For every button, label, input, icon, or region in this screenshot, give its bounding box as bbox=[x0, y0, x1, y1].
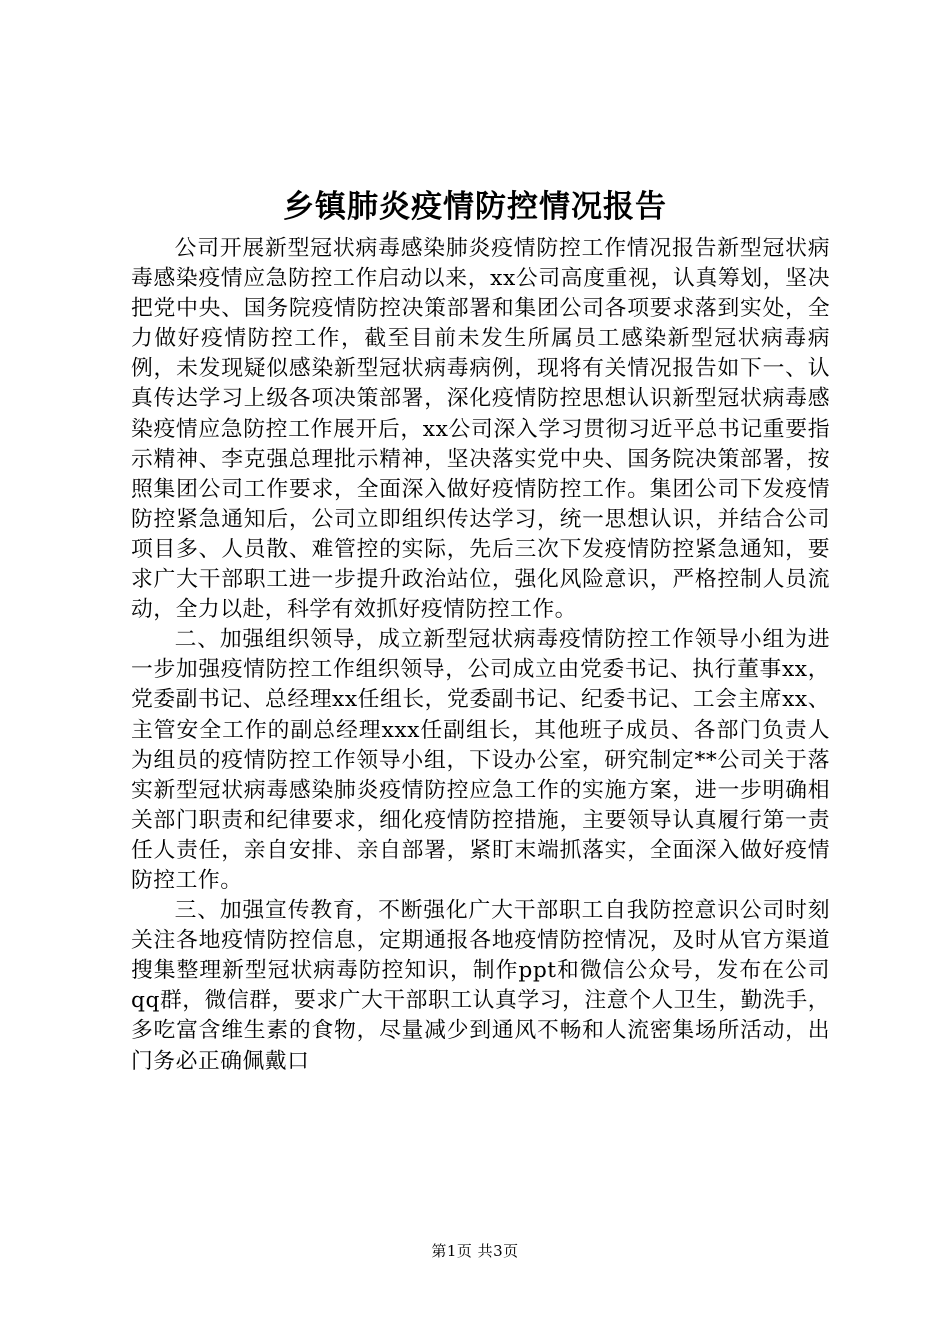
page-number-footer: 第1页 共3页 bbox=[431, 1242, 519, 1260]
document-title: 乡镇肺炎疫情防控情况报告 bbox=[283, 189, 667, 225]
paragraph-2: 二、加强组织领导，成立新型冠状病毒疫情防控工作领导小组为进一步加强疫情防控工作组织领导，公司成立由党委书记、执行董事xx，党委副书记、总经理xx任组长，党委副书记、纪委书记、工会主席xx、主管安全工作的副总经理xxx任副组长，其他班子成员、各部门负责人为组员的疫情防控工作领导小组，下设办公室，研究制定**公司关于落实新型冠状病毒感染肺炎疫情防控应急工作的实施方案，进一步明确相关部门职责和纪律要求，细化疫情防控措施，主要领导认真履行第一责任人责任，亲自安排、亲自部署，紧盯末端抓落实，全面深入做好疫情防控工作。 bbox=[131, 627, 830, 893]
paragraph-3: 三、加强宣传教育，不断强化广大干部职工自我防控意识公司时刻关注各地疫情防控信息，定期通报各地疫情防控情况，及时从官方渠道搜集整理新型冠状病毒防控知识，制作ppt和微信公众号，发布在公司qq群，微信群，要求广大干部职工认真学习，注意个人卫生，勤洗手，多吃富含维生素的食物，尽量减少到通风不畅和人流密集场所活动，出门务必正确佩戴口 bbox=[131, 898, 830, 1074]
document-body bbox=[131, 234, 830, 1077]
paragraph-1: 公司开展新型冠状病毒感染肺炎疫情防控工作情况报告新型冠状病毒感染疫情应急防控工作启动以来，xx公司高度重视，认真筹划，坚决把党中央、国务院疫情防控决策部署和集团公司各项要求落到实处，全力做好疫情防控工作，截至目前未发生所属员工感染新型冠状病毒病例，未发现疑似感染新型冠状病毒病例，现将有关情况报告如下一、认真传达学习上级各项决策部署，深化疫情防控思想认识新型冠状病毒感染疫情应急防控工作展开后，xx公司深入学习贯彻习近平总书记重要指示精神、李克强总理批示精神，坚决落实党中央、国务院决策部署，按照集团公司工作要求，全面深入做好疫情防控工作。集团公司下发疫情防控紧急通知后，公司立即组织传达学习，统一思想认识，并结合公司项目多、人员散、难管控的实际，先后三次下发疫情防控紧急通知，要求广大干部职工进一步提升政治站位，强化风险意识，严格控制人员流动，全力以赴，科学有效抓好疫情防控工作。 bbox=[131, 236, 830, 623]
